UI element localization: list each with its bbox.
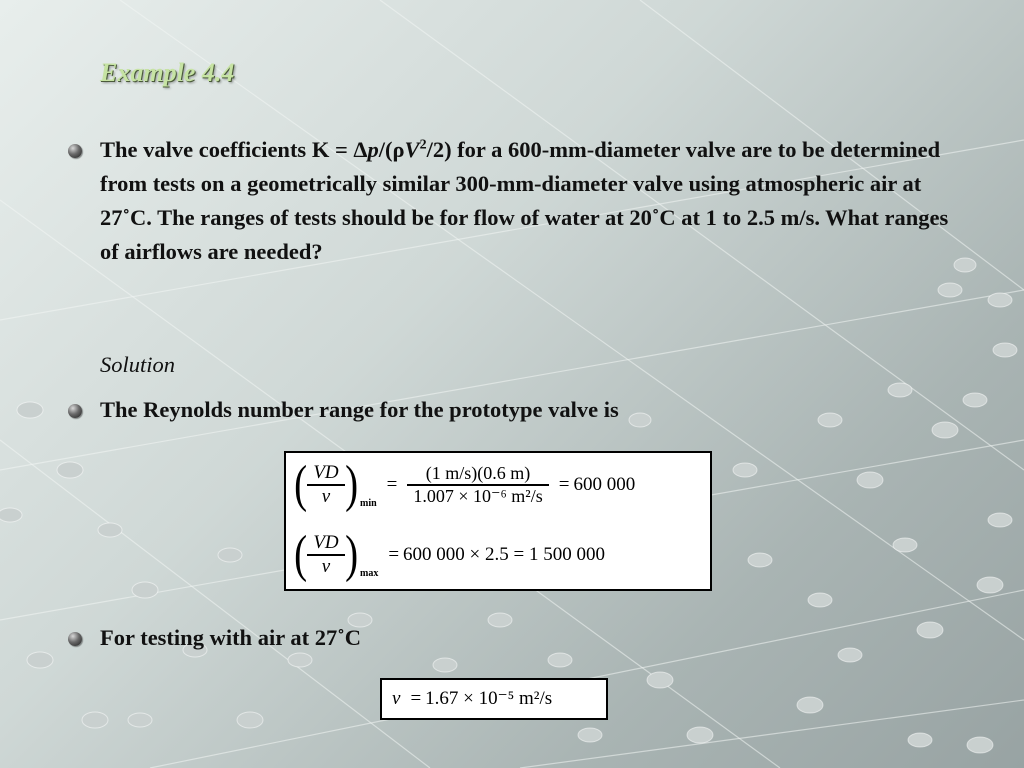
subscript-max: max (359, 568, 379, 579)
bullet-icon (68, 632, 82, 646)
exponent: 2 (419, 137, 427, 153)
bullet-icon (68, 404, 82, 418)
viscosity-equation-box (380, 678, 608, 720)
result-max: 600 000 × 2.5 = 1 500 000 (403, 544, 605, 565)
slide-title: Example 4.4 (100, 58, 235, 87)
problem-text-3: /2) for a 600-mm-diameter valve are to be determined from tests on a geometrically similar 300-mm-diameter valve using atmospheric air at 27˚C. The ranges of tests should be for flow of water at 20˚C at 1 to 2.5 m/s. What ranges of airflows are needed? (100, 137, 949, 264)
reynolds-equation-box (284, 451, 712, 591)
bullet-icon (68, 144, 82, 158)
solution-label: Solution (100, 352, 176, 377)
equation-row-min: ( $\frac{VD}{\nu}$ ) min = $\frac{(1 m/s)(0.6 m)}{\text{1.007 × 10⁻⁶ m²/s}}$ = 600 000 (294, 456, 636, 513)
pressure-symbol: p (367, 137, 379, 162)
viscosity-value: 1.67 × 10⁻⁵ m²/s (425, 688, 553, 709)
problem-text-2: /(ρ (378, 137, 405, 162)
frac-denominator: ν (307, 484, 344, 508)
nu-symbol: ν (392, 687, 401, 709)
problem-statement (100, 133, 960, 269)
subscript-min: min (359, 498, 377, 509)
air-testing-statement: For testing with air at 27˚C (100, 625, 362, 650)
result-min: 600 000 (573, 474, 636, 495)
equation-row-max: ( $\frac{VD}{\nu}$ ) max = 600 000 × 2.5 = 1 500 000 (294, 526, 605, 583)
rhs-denominator: 1.007 × 10⁻⁶ m²/s (407, 484, 548, 507)
frac-denominator: ν (307, 554, 344, 578)
problem-text-1: The valve coefficients K = Δ (100, 137, 368, 162)
reynolds-statement: The Reynolds number range for the prototype valve is (100, 397, 619, 422)
rhs-numerator: (1 m/s)(0.6 m) (425, 463, 531, 483)
velocity-symbol: V (404, 137, 420, 162)
viscosity-equation: ν = 1.67 × 10⁻⁵ m²/s (392, 687, 553, 709)
frac-numerator: VD (313, 462, 339, 483)
frac-numerator: VD (313, 532, 339, 553)
